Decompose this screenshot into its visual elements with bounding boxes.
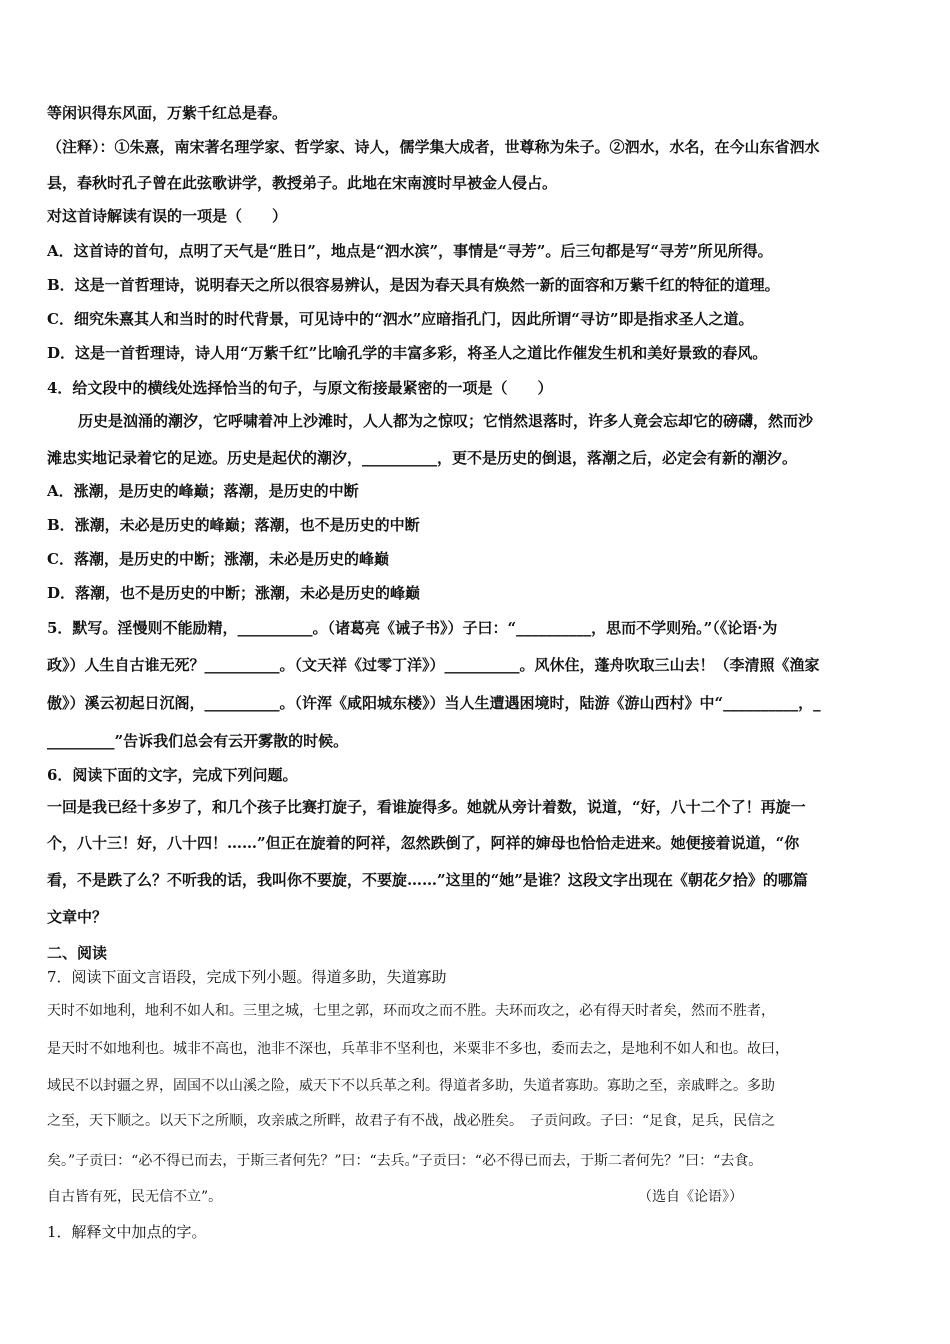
q6-text-line-4: 文章中？ (47, 908, 108, 926)
poem-last-line: 等闲识得东风面，万紫千红总是春。 (47, 104, 288, 122)
q4-option-b: B．涨潮，未必是历史的峰巅；落潮，也不是历史的中断 (47, 516, 420, 534)
q5-line-2: 政》）人生自古谁无死？__________。（文天祥《过零丁洋》）__________。风休住，蓬舟吹取三山去！（李清照《渔家 (47, 656, 820, 674)
q5-line-4: _________”告诉我们总会有云开雾散的时候。 (47, 732, 349, 750)
q3-option-d: D．这是一首哲理诗，诗人用“万紫千红”比喻孔学的丰富多彩，将圣人之道比作催发生机和美好景致的春风。 (47, 344, 768, 362)
q7-text-line-5: 矣。”子贡曰：“必不得已而去，于斯三者何先？”曰：“去兵。”子贡曰：“必不得已而去，于斯二者何先？”曰：“去食。 (47, 1153, 763, 1169)
q7-text-line-4: 之至，天下顺之。以天下之所顺，攻亲戚之所畔，故君子有不战，战必胜矣。 子贡问政。子曰：“足食，足兵，民信之 (47, 1113, 776, 1129)
q7-text-line-3: 域民不以封疆之界，固国不以山溪之险，威天下不以兵革之利。得道者多助，失道者寡助。寡助之至，亲戚畔之。多助 (47, 1078, 775, 1094)
q6-text-line-2: 个，八十三！好，八十四！……”但正在旋着的阿祥，忽然跌倒了，阿祥的婶母也恰恰走进来。她便接着说道，“你 (47, 834, 800, 852)
q5-line-3: 傲》）溪云初起日沉阁，__________。（许浑《咸阳城东楼》）当人生遭遇困境时，陆游《游山西村》中“__________，_ (47, 694, 821, 712)
q6-text-line-1: 一回是我已经十多岁了，和几个孩子比赛打旋子，看谁旋得多。她就从旁计着数，说道，“好，八十二个了！再旋一 (47, 798, 806, 816)
notes-line-1: （注释）：①朱熹，南宋著名理学家、哲学家、诗人，儒学集大成者，世尊称为朱子。②泗水，水名，在今山东省泗水 (47, 138, 820, 156)
q7-text-line-6: 自古皆有死，民无信不立”。 (47, 1189, 223, 1205)
q7-text-line-2: 是天时不如地利也。城非不高也，池非不深也，兵革非不坚利也，米粟非不多也，委而去之，是地利不如人和也。故曰， (47, 1041, 789, 1057)
q4-stem: 4．给文段中的横线处选择恰当的句子，与原文衔接最紧密的一项是（ ） (47, 379, 553, 397)
q6-stem: 6．阅读下面的文字，完成下列问题。 (47, 766, 298, 784)
q4-option-c: C．落潮，是历史的中断；涨潮，未必是历史的峰巅 (47, 550, 389, 568)
q7-text-line-1: 天时不如地利，地利不如人和。三里之城，七里之郭，环而攻之而不胜。夫环而攻之，必有得天时者矣，然而不胜者， (47, 1003, 775, 1019)
q3-option-c: C．细究朱熹其人和当时的时代背景，可见诗中的“泗水”应暗指孔门，因此所谓“寻访”即是指求圣人之道。 (47, 310, 754, 328)
q4-passage-line-2: 滩忠实地记录着它的足迹。历史是起伏的潮汐，__________，更不是历史的倒退，落潮之后，必定会有新的潮汐。 (47, 449, 798, 467)
q4-option-d: D．落潮，也不是历史的中断；涨潮，未必是历史的峰巅 (47, 584, 421, 602)
q6-text-line-3: 看，不是跌了么？不听我的话，我叫你不要旋，不要旋……”这里的“她”是谁？这段文字出现在《朝花夕拾》的哪篇 (47, 871, 808, 889)
q3-stem: 对这首诗解读有误的一项是（ ） (47, 207, 288, 225)
q5-line-1: 5．默写。淫慢则不能励精，__________。（诸葛亮《诫子书》）子曰：“__________，思而不学则殆。”（《论语·为 (47, 619, 778, 637)
section-heading-reading: 二、阅读 (47, 944, 108, 962)
q4-passage-line-1: 历史是汹涌的潮汐，它呼啸着冲上沙滩时，人人都为之惊叹；它悄然退落时，许多人竟会忘却它的磅礴，然而沙 (78, 412, 814, 430)
q7-stem: 7．阅读下面文言语段，完成下列小题。得道多助，失道寡助 (47, 968, 447, 986)
q3-option-b: B．这是一首哲理诗，说明春天之所以很容易辨认，是因为春天具有焕然一新的面容和万紫千红的特征的道理。 (47, 276, 780, 294)
q7-source: （选自《论语》） (638, 1189, 743, 1205)
notes-line-2: 县，春秋时孔子曾在此弦歌讲学，教授弟子。此地在宋南渡时早被金人侵占。 (47, 174, 558, 192)
q3-option-a: A．这首诗的首句，点明了天气是“胜日”，地点是“泗水滨”，事情是“寻芳”。后三句都是写“寻芳”所见所得。 (47, 242, 773, 260)
q4-option-a: A．涨潮，是历史的峰巅；落潮，是历史的中断 (47, 482, 359, 500)
q7-subquestion-1: 1．解释文中加点的字。 (47, 1223, 207, 1241)
